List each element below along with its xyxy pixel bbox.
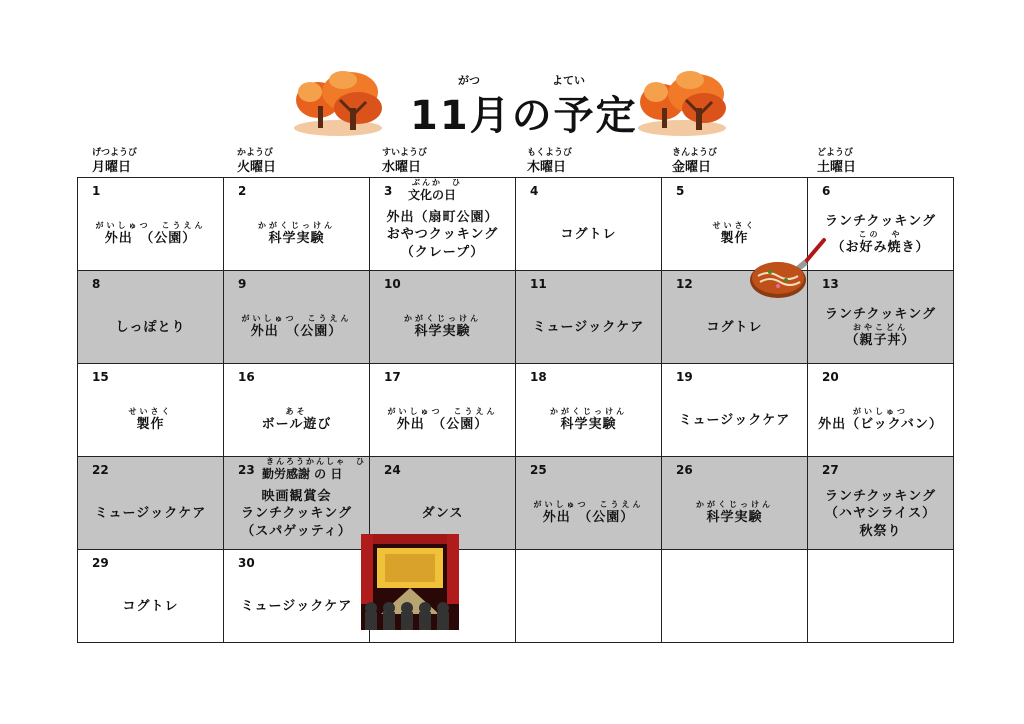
okonomiyaki-icon xyxy=(748,236,830,302)
weekday-wed xyxy=(382,145,527,175)
weekday-name: 木曜日 xyxy=(527,160,567,175)
event-line: ミュージックケア xyxy=(532,320,645,336)
day-number: 25 xyxy=(530,463,547,477)
event-block xyxy=(516,578,661,636)
event-ruby: かがくじっけん xyxy=(696,500,773,510)
day-number: 26 xyxy=(676,463,693,477)
event-block xyxy=(808,299,953,357)
event-line: しっぽとり xyxy=(115,320,186,336)
weekday-header xyxy=(78,145,948,177)
event-block xyxy=(224,578,369,636)
event-ruby: がいしゅつ こうえん xyxy=(533,500,644,510)
holiday-label xyxy=(262,457,366,481)
day-cell xyxy=(662,457,808,550)
event-block xyxy=(78,392,223,450)
event-line: コグトレ xyxy=(706,320,763,336)
event-line: （ハヤシライス） xyxy=(824,506,937,522)
event-line: （クレープ） xyxy=(400,244,485,260)
day-number: 2 xyxy=(238,184,247,198)
day-number: 16 xyxy=(238,370,255,384)
event-line: コグトレ xyxy=(560,227,617,243)
weekday-name: 水曜日 xyxy=(382,160,422,175)
event-block xyxy=(370,299,515,357)
day-cell xyxy=(370,271,516,364)
event-ruby: かがくじっけん xyxy=(404,314,481,324)
event-ruby: かがくじっけん xyxy=(258,221,335,231)
day-cell xyxy=(370,364,516,457)
event-line: 映画観賞会 xyxy=(261,488,332,504)
event-line: ボール遊び xyxy=(261,417,332,433)
event-ruby: あそ xyxy=(285,407,308,417)
day-number: 29 xyxy=(92,556,109,570)
autumn-tree-icon xyxy=(288,70,388,140)
day-cell xyxy=(662,550,808,643)
event-line: （親子丼） xyxy=(845,333,916,348)
event-line: ランチクッキング xyxy=(824,307,937,323)
event-block xyxy=(808,392,953,450)
day-number: 12 xyxy=(676,277,693,291)
event-line: 製作 xyxy=(136,417,165,433)
weekday-name: 月曜日 xyxy=(92,160,132,175)
day-number: 23 xyxy=(238,463,255,477)
event-block xyxy=(662,299,807,357)
event-line: 科学実験 xyxy=(268,231,325,247)
day-cell xyxy=(78,457,224,550)
holiday-name: 勤労感謝 の 日 xyxy=(262,467,343,481)
event-ruby: がいしゅつ こうえん xyxy=(387,407,498,417)
event-line: 製作 xyxy=(720,231,749,247)
day-cell xyxy=(808,550,954,643)
event-block xyxy=(662,578,807,636)
event-block xyxy=(224,299,369,357)
event-line: 科学実験 xyxy=(560,417,617,433)
event-line: ミュージックケア xyxy=(678,413,791,429)
day-cell xyxy=(516,550,662,643)
week-row xyxy=(78,457,954,550)
holiday-ruby: ぶんか ひ xyxy=(412,178,462,187)
event-line: 科学実験 xyxy=(414,324,471,340)
event-block xyxy=(78,485,223,543)
day-cell xyxy=(516,364,662,457)
event-line: 外出（扇町公園） xyxy=(386,209,499,225)
day-cell xyxy=(78,364,224,457)
event-ruby: がいしゅつ こうえん xyxy=(95,221,206,231)
event-line: 科学実験 xyxy=(706,510,763,526)
event-ruby: せいさく xyxy=(128,407,173,417)
event-line: 外出 （公園） xyxy=(542,510,635,526)
event-block xyxy=(370,206,515,264)
event-line: 外出 （公園） xyxy=(250,324,343,340)
weekday-fri xyxy=(672,145,817,175)
event-line: ミュージックケア xyxy=(94,506,207,522)
week-row xyxy=(78,364,954,457)
day-number: 13 xyxy=(822,277,839,291)
weekday-kana: もくようび xyxy=(527,148,573,158)
day-number: 27 xyxy=(822,463,839,477)
event-line: ランチクッキング xyxy=(240,506,353,522)
title-area xyxy=(0,70,1024,140)
weekday-kana: げつようび xyxy=(92,148,138,158)
day-number: 10 xyxy=(384,277,401,291)
title-ruby-yotei: よてい xyxy=(552,74,585,87)
event-ruby: がいしゅつ こうえん xyxy=(241,314,352,324)
event-line: 外出 （公園） xyxy=(396,417,489,433)
day-number: 5 xyxy=(676,184,685,198)
event-line: 外出（ビックバン） xyxy=(818,417,943,433)
day-cell xyxy=(78,271,224,364)
day-number: 19 xyxy=(676,370,693,384)
weekday-name: 土曜日 xyxy=(817,160,857,175)
event-line: 外出 （公園） xyxy=(104,231,197,247)
day-number: 18 xyxy=(530,370,547,384)
day-number: 24 xyxy=(384,463,401,477)
day-cell xyxy=(516,178,662,271)
day-number: 3 xyxy=(384,184,393,198)
event-ruby: おやこどん xyxy=(853,323,908,332)
event-line: コグトレ xyxy=(122,599,179,615)
event-block xyxy=(808,578,953,636)
event-block xyxy=(78,578,223,636)
day-cell xyxy=(224,457,370,550)
day-number: 4 xyxy=(530,184,539,198)
weekday-name: 金曜日 xyxy=(672,160,712,175)
weekday-kana: きんようび xyxy=(672,148,718,158)
event-block xyxy=(516,206,661,264)
event-line: ミュージックケア xyxy=(240,599,353,615)
day-cell xyxy=(224,271,370,364)
day-number: 6 xyxy=(822,184,831,198)
holiday-label xyxy=(408,178,462,202)
event-ruby: がいしゅつ xyxy=(853,407,908,417)
event-line: （スパゲッティ） xyxy=(241,523,352,539)
weekday-sat xyxy=(817,145,962,175)
movie-theater-icon xyxy=(361,534,459,630)
day-number: 9 xyxy=(238,277,247,291)
day-number: 22 xyxy=(92,463,109,477)
day-number: 17 xyxy=(384,370,401,384)
event-block xyxy=(662,485,807,543)
event-block xyxy=(516,299,661,357)
event-block xyxy=(516,485,661,543)
weekday-tue xyxy=(237,145,382,175)
day-cell xyxy=(78,550,224,643)
holiday-ruby: きんろうかんしゃ ひ xyxy=(266,457,366,466)
autumn-tree-icon xyxy=(632,70,732,140)
title-ruby-getsu: がつ xyxy=(458,74,480,87)
day-number: 30 xyxy=(238,556,255,570)
event-line: ランチクッキング xyxy=(824,488,937,504)
day-cell xyxy=(516,457,662,550)
day-cell xyxy=(224,178,370,271)
day-number: 15 xyxy=(92,370,109,384)
day-number: 20 xyxy=(822,370,839,384)
holiday-name: 文化の日 xyxy=(408,188,457,202)
day-cell xyxy=(224,550,370,643)
weekday-kana: どようび xyxy=(817,148,854,158)
weekday-kana: かようび xyxy=(237,148,274,158)
day-cell xyxy=(808,457,954,550)
event-line: おやつクッキング xyxy=(386,227,499,243)
event-line: ランチクッキング xyxy=(824,214,937,230)
day-cell xyxy=(370,178,516,271)
event-block xyxy=(224,206,369,264)
event-line: 秋祭り xyxy=(859,523,902,539)
day-cell xyxy=(808,364,954,457)
day-cell xyxy=(662,364,808,457)
event-block xyxy=(808,485,953,543)
event-block xyxy=(78,299,223,357)
day-cell xyxy=(224,364,370,457)
event-ruby: かがくじっけん xyxy=(550,407,627,417)
weekday-thu xyxy=(527,145,672,175)
day-cell xyxy=(516,271,662,364)
event-ruby: せいさく xyxy=(712,221,757,231)
event-line: （お好み焼き） xyxy=(831,240,930,255)
event-block xyxy=(662,392,807,450)
event-block xyxy=(224,485,369,543)
weekday-mon xyxy=(92,145,237,175)
weekday-name: 火曜日 xyxy=(237,160,277,175)
week-row xyxy=(78,550,954,643)
weekday-kana: すいようび xyxy=(382,148,428,158)
event-block xyxy=(78,206,223,264)
day-cell xyxy=(78,178,224,271)
page-title: 11月の予定 xyxy=(410,93,638,139)
event-line: ダンス xyxy=(421,506,464,522)
day-number: 1 xyxy=(92,184,101,198)
day-number: 8 xyxy=(92,277,101,291)
event-block xyxy=(516,392,661,450)
day-number: 11 xyxy=(530,277,547,291)
event-block xyxy=(370,392,515,450)
event-ruby: この や xyxy=(858,230,903,239)
event-block xyxy=(224,392,369,450)
